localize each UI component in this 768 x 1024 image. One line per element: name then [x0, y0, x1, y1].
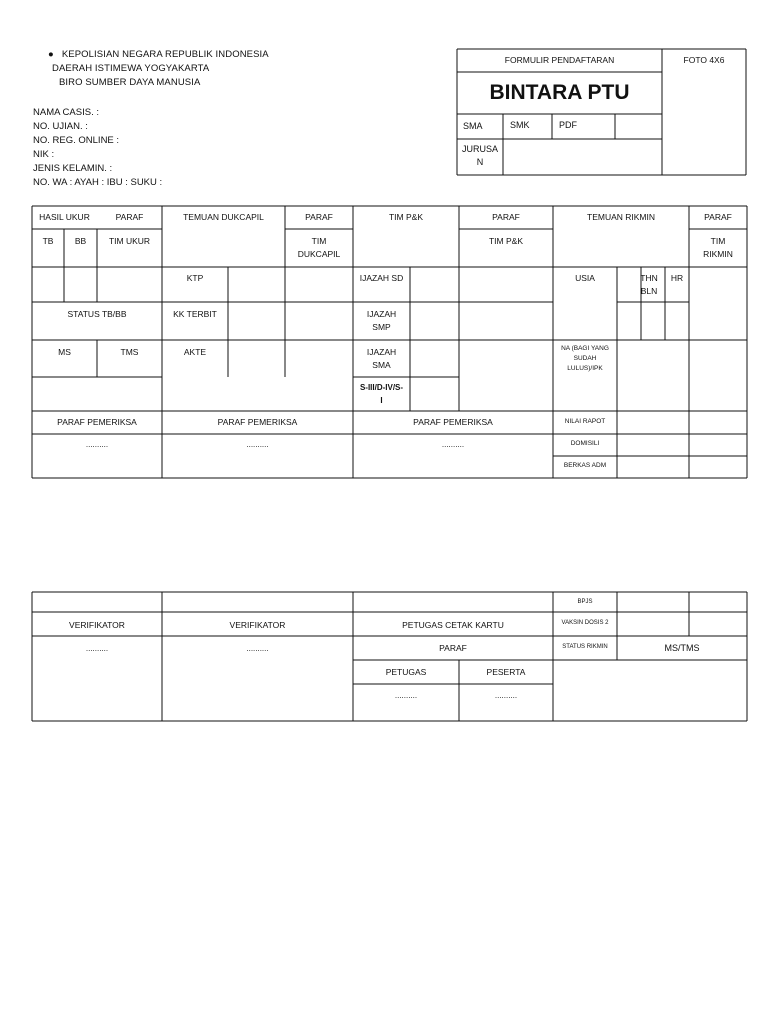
domisili-label: DOMISILI [570, 440, 600, 447]
bb-label: BB [74, 236, 87, 246]
kk-terbit-label: KK TERBIT [173, 309, 217, 319]
ms-label: MS [58, 347, 71, 357]
berkas-adm-label: BERKAS ADM [563, 462, 607, 469]
letterhead-line-2: DAERAH ISTIMEWA YOGYAKARTA [52, 63, 210, 74]
letterhead-line-3: BIRO SUMBER DAYA MANUSIA [59, 77, 201, 88]
field-nik: NIK : [33, 149, 55, 160]
tim-dukcapil-label: TIM DUKCAPIL [297, 236, 341, 259]
temuan-rikmin-header: TEMUAN RIKMIN [587, 212, 655, 222]
tim-ukur-label: TIM UKUR [108, 236, 151, 246]
jurusan-label: JURUSA N [461, 144, 498, 167]
status-tbbb-label: STATUS TB/BB [67, 309, 127, 319]
verifikator-2: VERIFIKATOR [229, 620, 286, 630]
thn-bln-label: THN BLN [640, 273, 658, 296]
paraf-pemeriksa-1: PARAF PEMERIKSA [57, 417, 137, 427]
paraf-pemeriksa-3: PARAF PEMERIKSA [413, 417, 493, 427]
bullet-icon: ● [48, 49, 54, 60]
tms-label: TMS [120, 347, 139, 357]
petugas-dots: .......... [394, 691, 418, 700]
field-ujian: NO. UJIAN. : [33, 121, 88, 132]
paraf-header-1: PARAF [115, 212, 144, 222]
paraf-header-3: PARAF [492, 212, 520, 222]
field-wa: NO. WA : AYAH : IBU : SUKU : [33, 177, 163, 188]
hr-label: HR [670, 273, 684, 283]
verifikator-dots-2: .......... [246, 644, 269, 653]
temuan-dukcapil-header: TEMUAN DUKCAPIL [183, 212, 264, 222]
signature-dots-1: .......... [85, 440, 109, 449]
ms-tms-label: MS/TMS [664, 643, 700, 653]
verifikator-dots-1: .......... [85, 644, 109, 653]
paraf-label: PARAF [439, 643, 467, 653]
petugas-cetak-kartu: PETUGAS CETAK KARTU [402, 620, 504, 630]
field-reg-online: NO. REG. ONLINE : [33, 135, 120, 146]
petugas-label: PETUGAS [385, 667, 427, 677]
field-nama: NAMA CASIS. : [33, 107, 99, 118]
pdf-option: PDF [559, 120, 577, 130]
sma-option: SMA [463, 121, 483, 131]
letterhead-line-1: ● KEPOLISIAN NEGARA REPUBLIK INDONESIA [48, 49, 269, 60]
field-jenis-kelamin: JENIS KELAMIN. : [33, 163, 113, 174]
paraf-header-4: PARAF [704, 212, 732, 222]
nilai-rapot-label: NILAI RAPOT [564, 418, 606, 425]
vaksin-label: VAKSIN DOSIS 2 [561, 620, 609, 626]
bpjs-label: BPJS [577, 599, 593, 605]
paraf-header-2: PARAF [305, 212, 333, 222]
photo-label: FOTO 4X6 [683, 55, 725, 65]
tim-pk-header: TIM P&K [388, 212, 423, 222]
signature-dots-3: .......... [441, 440, 465, 449]
ijazah-sma-label: IJAZAH SMA [366, 347, 397, 370]
paraf-pemeriksa-2: PARAF PEMERIKSA [217, 417, 298, 427]
na-label: NA (BAGI YANG SUDAH LULUS)/IPK [561, 345, 609, 372]
tim-rikmin-label: TIM RIKMIN [703, 236, 733, 259]
peserta-dots: .......... [494, 691, 518, 700]
big-title: BINTARA PTU [489, 81, 630, 104]
tb-label: TB [42, 236, 54, 246]
smk-option: SMK [510, 120, 530, 130]
ktp-label: KTP [186, 273, 204, 283]
form-title: FORMULIR PENDAFTARAN [504, 55, 615, 65]
ijazah-sd-label: IJAZAH SD [359, 273, 404, 283]
s3-label: S-III/D-IV/S- I [359, 383, 404, 405]
peserta-label: PESERTA [486, 667, 526, 677]
usia-label: USIA [575, 273, 595, 283]
ijazah-smp-label: IJAZAH SMP [366, 309, 397, 332]
verifikator-1: VERIFIKATOR [69, 620, 125, 630]
tim-pk-label: TIM P&K [488, 236, 523, 246]
akte-label: AKTE [183, 347, 207, 357]
signature-dots-2: .......... [246, 440, 269, 449]
status-rikmin-label: STATUS RIKMIN [562, 644, 608, 650]
hasil-ukur-header: HASIL UKUR [39, 212, 90, 222]
